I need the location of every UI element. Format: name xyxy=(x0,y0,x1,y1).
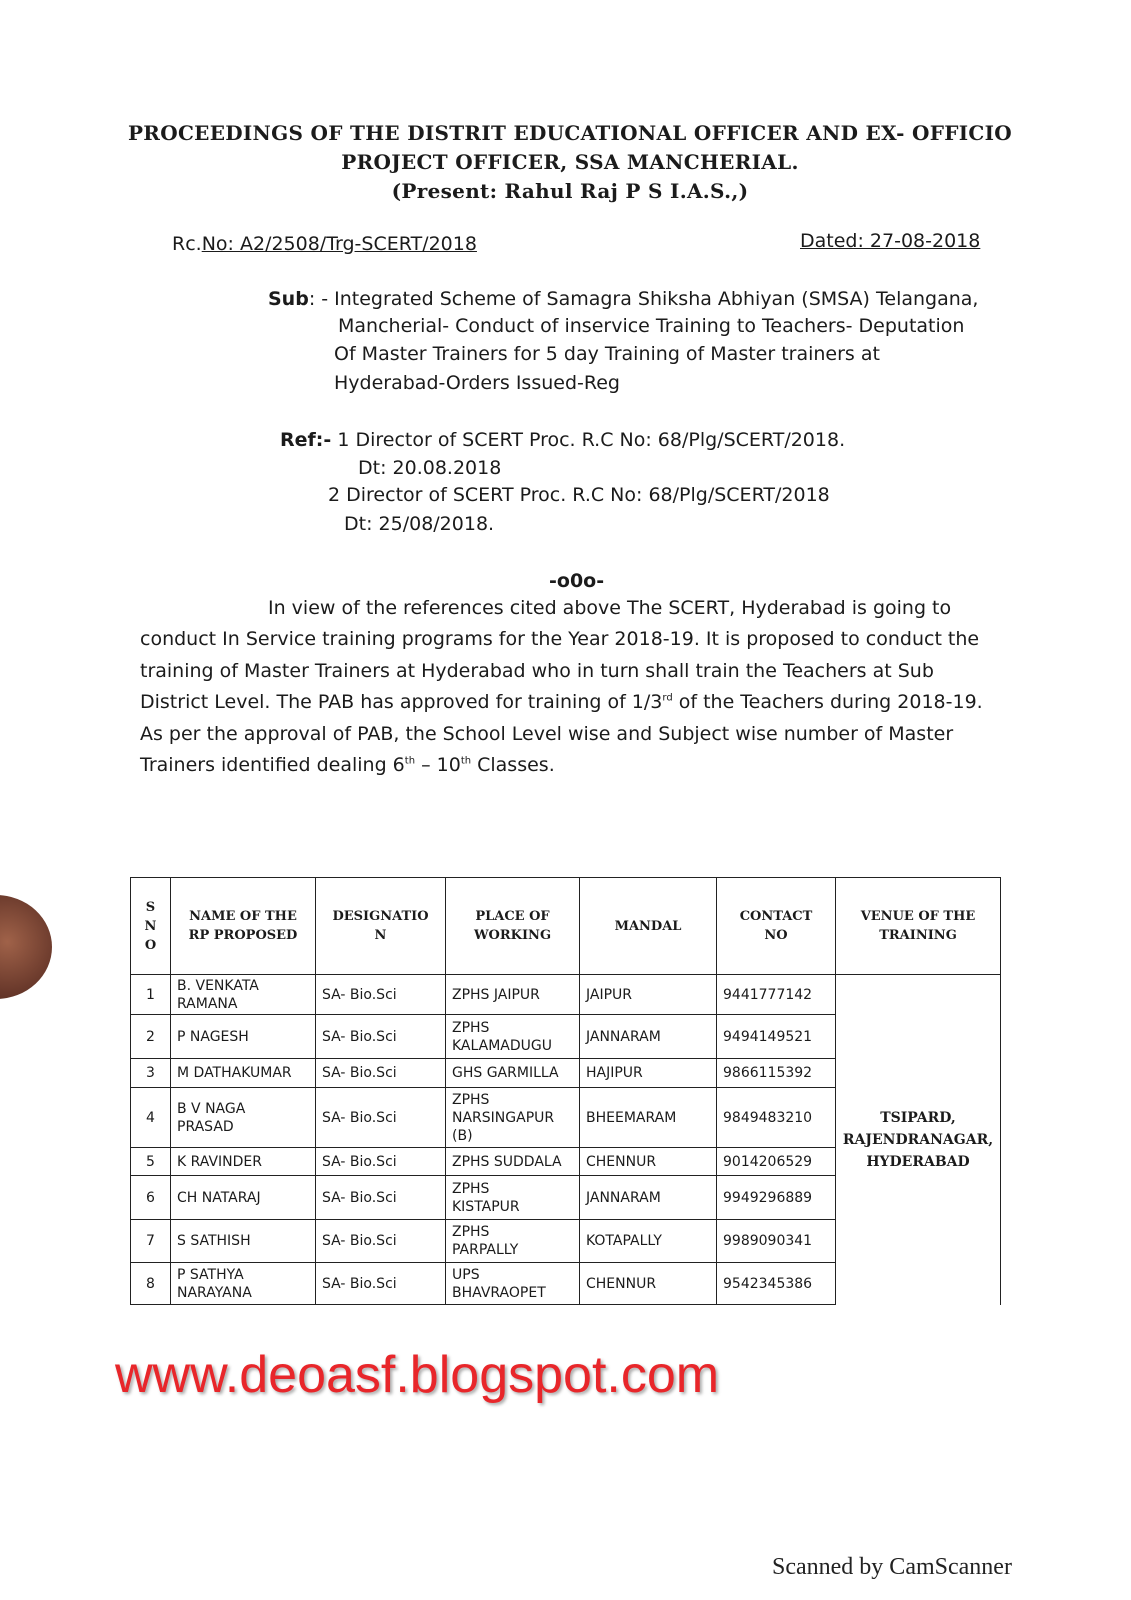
row-name: B V NAGA PRASAD xyxy=(171,1088,316,1148)
row-mandal: BHEEMARAM xyxy=(580,1088,717,1148)
row-name: P SATHYA NARAYANA xyxy=(171,1263,316,1305)
row-sno: 3 xyxy=(131,1059,171,1088)
row-mandal: KOTAPALLY xyxy=(580,1220,717,1263)
rc-number: No: A2/2508/Trg-SCERT/2018 xyxy=(201,233,477,255)
row-sno: 6 xyxy=(131,1176,171,1220)
subject-line-4: Hyderabad-Orders Issued-Reg xyxy=(334,372,620,394)
row-place: ZPHS NARSINGAPUR (B) xyxy=(446,1088,580,1148)
thumb-shadow xyxy=(0,895,52,999)
row-place: ZPHS KALAMADUGU xyxy=(446,1015,580,1059)
row-name: M DATHAKUMAR xyxy=(171,1059,316,1088)
subject-line-2: Mancherial- Conduct of inservice Training to Teachers- Deputation xyxy=(338,315,965,337)
body-text-2: of the Teachers during 2018-19. As per the approval of PAB, the School Level wise and Subject wise number of Master Trainers identified dealing 6 xyxy=(140,691,983,777)
row-designation: SA- Bio.Sci xyxy=(316,1015,446,1059)
row-mandal: HAJIPUR xyxy=(580,1059,717,1088)
row-name: S SATHISH xyxy=(171,1220,316,1263)
row-contact: 9849483210 xyxy=(717,1088,836,1148)
header-contact: CONTACT NO xyxy=(717,878,836,975)
row-name: K RAVINDER xyxy=(171,1148,316,1176)
header-sno: S N O xyxy=(131,878,171,975)
row-place: GHS GARMILLA xyxy=(446,1059,580,1088)
row-mandal: JANNARAM xyxy=(580,1015,717,1059)
row-designation: SA- Bio.Sci xyxy=(316,1059,446,1088)
body-text-1: In view of the references cited above The SCERT, Hyderabad is going to conduct In Service training programs for the Year 2018-19. It is proposed to conduct the training of Master Trainers at Hyderabad who in turn shall train the Teachers at Sub District Level. The PAB has approved for training of 1/3 xyxy=(140,597,980,714)
body-paragraph xyxy=(140,593,1000,781)
body-sup-1: rd xyxy=(662,692,673,704)
table-row xyxy=(131,975,1001,1015)
row-sno: 1 xyxy=(131,975,171,1015)
row-designation: SA- Bio.Sci xyxy=(316,1148,446,1176)
ref-line-3: 2 Director of SCERT Proc. R.C No: 68/Plg/SCERT/2018 xyxy=(328,484,830,506)
row-name: CH NATARAJ xyxy=(171,1176,316,1220)
row-contact: 9989090341 xyxy=(717,1220,836,1263)
row-designation: SA- Bio.Sci xyxy=(316,1220,446,1263)
row-place: ZPHS PARPALLY xyxy=(446,1220,580,1263)
header-place: PLACE OF WORKING xyxy=(446,878,580,975)
row-contact: 9014206529 xyxy=(717,1148,836,1176)
row-mandal: CHENNUR xyxy=(580,1263,717,1305)
ref-line-1 xyxy=(280,429,845,451)
separator: -o0o- xyxy=(549,570,605,592)
subject-line-3: Of Master Trainers for 5 day Training of Master trainers at xyxy=(334,343,880,365)
row-mandal: CHENNUR xyxy=(580,1148,717,1176)
row-sno: 5 xyxy=(131,1148,171,1176)
body-sup-3: th xyxy=(460,755,472,767)
header-line-1: PROCEEDINGS OF THE DISTRIT EDUCATIONAL OFFICER AND EX- OFFICIO xyxy=(127,121,1013,145)
row-sno: 2 xyxy=(131,1015,171,1059)
row-contact: 9542345386 xyxy=(717,1263,836,1305)
row-contact: 9949296889 xyxy=(717,1176,836,1220)
subject-line-1 xyxy=(268,288,978,310)
row-mandal: JANNARAM xyxy=(580,1176,717,1220)
row-mandal: JAIPUR xyxy=(580,975,717,1015)
subject-label: Sub xyxy=(268,288,309,310)
subject-text-1: : - Integrated Scheme of Samagra Shiksha Abhiyan (SMSA) Telangana, xyxy=(308,288,979,310)
row-place: ZPHS SUDDALA xyxy=(446,1148,580,1176)
row-sno: 7 xyxy=(131,1220,171,1263)
ref-text-1: 1 Director of SCERT Proc. R.C No: 68/Plg/SCERT/2018. xyxy=(337,429,846,451)
row-place: ZPHS JAIPUR xyxy=(446,975,580,1015)
ref-line-2: Dt: 20.08.2018 xyxy=(358,457,502,479)
body-sup-2: th xyxy=(404,755,416,767)
body-text-3: – 10 xyxy=(415,754,461,777)
dated: Dated: 27-08-2018 xyxy=(800,230,981,252)
row-sno: 4 xyxy=(131,1088,171,1148)
scanner-note: Scanned by CamScanner xyxy=(772,1554,1012,1580)
body-text-4: Classes. xyxy=(471,754,555,777)
ref-label: Ref:- xyxy=(280,429,332,451)
rc-prefix: Rc. xyxy=(172,233,202,255)
header-line-3: (Present: Rahul Raj P S I.A.S.,) xyxy=(391,179,749,203)
ref-line-4: Dt: 25/08/2018. xyxy=(344,513,495,535)
row-name: P NAGESH xyxy=(171,1015,316,1059)
reference-number xyxy=(172,233,477,255)
trainers-table xyxy=(130,877,1001,1305)
row-contact: 9441777142 xyxy=(717,975,836,1015)
header-designation: DESIGNATIO N xyxy=(316,878,446,975)
row-sno: 8 xyxy=(131,1263,171,1305)
blog-watermark: www.deoasf.blogspot.com xyxy=(115,1346,720,1404)
row-contact: 9494149521 xyxy=(717,1015,836,1059)
row-designation: SA- Bio.Sci xyxy=(316,975,446,1015)
row-designation: SA- Bio.Sci xyxy=(316,1176,446,1220)
row-designation: SA- Bio.Sci xyxy=(316,1088,446,1148)
row-place: UPS BHAVRAOPET xyxy=(446,1263,580,1305)
header-name: NAME OF THE RP PROPOSED xyxy=(171,878,316,975)
venue-cell: TSIPARD, RAJENDRANAGAR, HYDERABAD xyxy=(836,975,1001,1305)
header-venue: VENUE OF THE TRAINING xyxy=(836,878,1001,975)
row-name: B. VENKATA RAMANA xyxy=(171,975,316,1015)
row-place: ZPHS KISTAPUR xyxy=(446,1176,580,1220)
row-designation: SA- Bio.Sci xyxy=(316,1263,446,1305)
header-line-2: PROJECT OFFICER, SSA MANCHERIAL. xyxy=(341,150,799,174)
header-mandal: MANDAL xyxy=(580,878,717,975)
table-header-row xyxy=(131,878,1001,975)
row-contact: 9866115392 xyxy=(717,1059,836,1088)
